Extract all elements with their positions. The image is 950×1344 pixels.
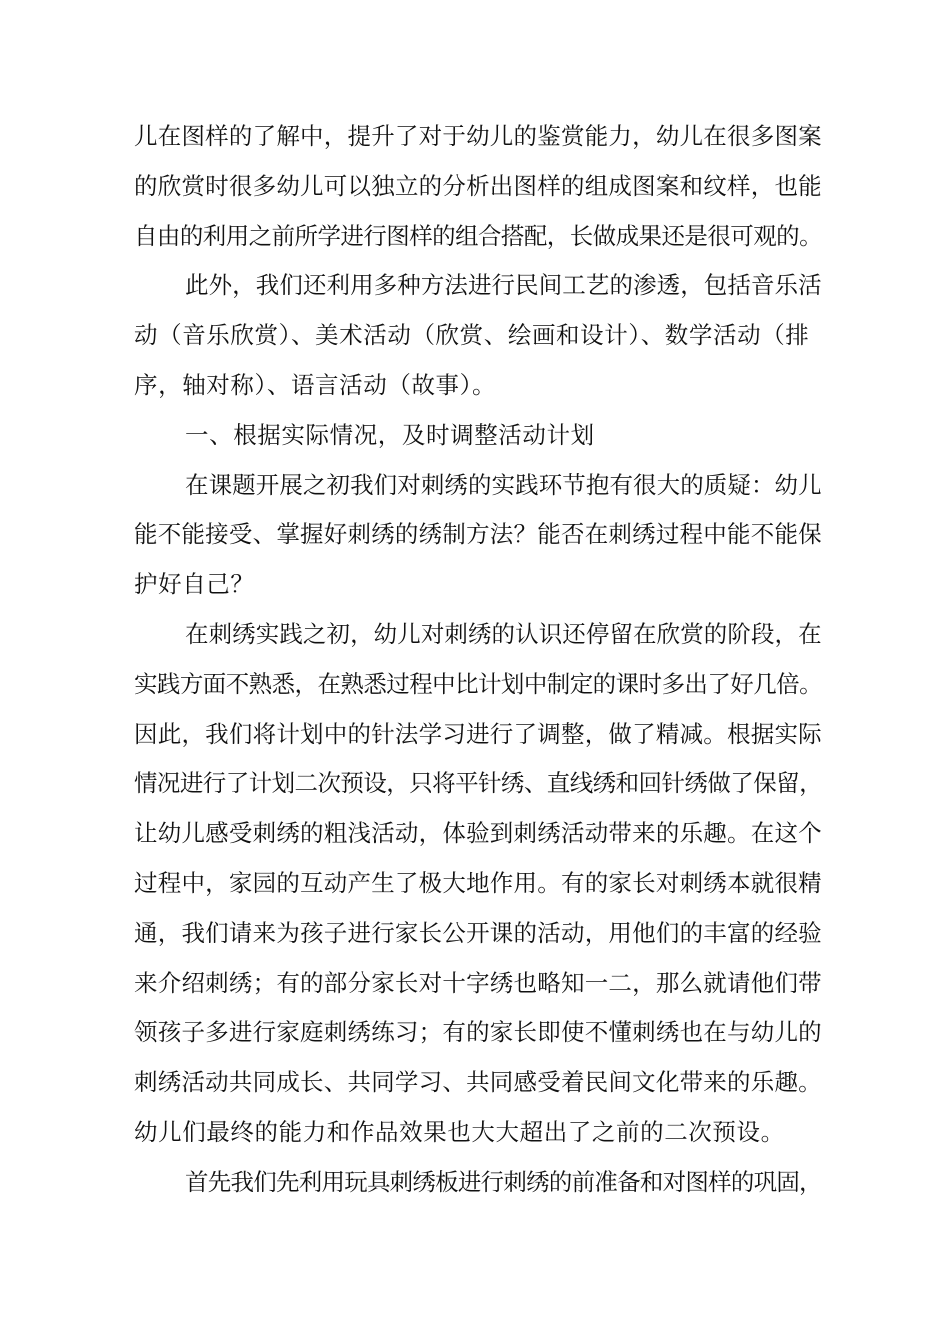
text-line: 刺绣活动共同成长、共同学习、共同感受着民间文化带来的乐趣。 [134, 1068, 822, 1096]
text-line: 来介绍刺绣；有的部分家长对十字绣也略知一二，那么就请他们带 [134, 969, 822, 997]
text-line: 通，我们请来为孩子进行家长公开课的活动，用他们的丰富的经验 [134, 919, 822, 947]
text-line: 此外，我们还利用多种方法进行民间工艺的渗透，包括音乐活 [185, 271, 822, 299]
text-line: 自由的利用之前所学进行图样的组合搭配，长做成果还是很可观的。 [134, 222, 822, 250]
text-line: 在课题开展之初我们对刺绣的实践环节抱有很大的质疑：幼儿 [185, 471, 822, 499]
text-line: 幼儿们最终的能力和作品效果也大大超出了之前的二次预设。 [134, 1118, 785, 1146]
text-line: 让幼儿感受刺绣的粗浅活动，体验到刺绣活动带来的乐趣。在这个 [134, 819, 822, 847]
text-line: 在刺绣实践之初，幼儿对刺绣的认识还停留在欣赏的阶段，在 [185, 620, 822, 648]
text-line: 序，轴对称）、语言活动（故事）。 [134, 371, 497, 399]
text-line: 因此，我们将计划中的针法学习进行了调整，做了精减。根据实际 [134, 720, 822, 748]
text-line: 能不能接受、掌握好刺绣的绣制方法？能否在刺绣过程中能不能保 [134, 520, 822, 548]
text-line: 护好自己？ [134, 570, 255, 598]
text-line: 实践方面不熟悉，在熟悉过程中比计划中制定的课时多出了好几倍。 [134, 670, 822, 698]
text-line: 情况进行了计划二次预设，只将平针绣、直线绣和回针绣做了保留， [134, 769, 822, 797]
text-line: 儿在图样的了解中，提升了对于幼儿的鉴赏能力，幼儿在很多图案 [134, 122, 822, 150]
text-line: 领孩子多进行家庭刺绣练习；有的家长即使不懂刺绣也在与幼儿的 [134, 1018, 822, 1046]
text-line: 首先我们先利用玩具刺绣板进行刺绣的前准备和对图样的巩固， [185, 1168, 822, 1196]
text-line: 过程中，家园的互动产生了极大地作用。有的家长对刺绣本就很精 [134, 869, 822, 897]
text-line: 的欣赏时很多幼儿可以独立的分析出图样的组成图案和纹样，也能 [134, 172, 822, 200]
text-line: 动（音乐欣赏）、美术活动（欣赏、绘画和设计）、数学活动（排 [134, 321, 810, 349]
section-heading: 一、根据实际情况，及时调整活动计划 [185, 421, 595, 449]
